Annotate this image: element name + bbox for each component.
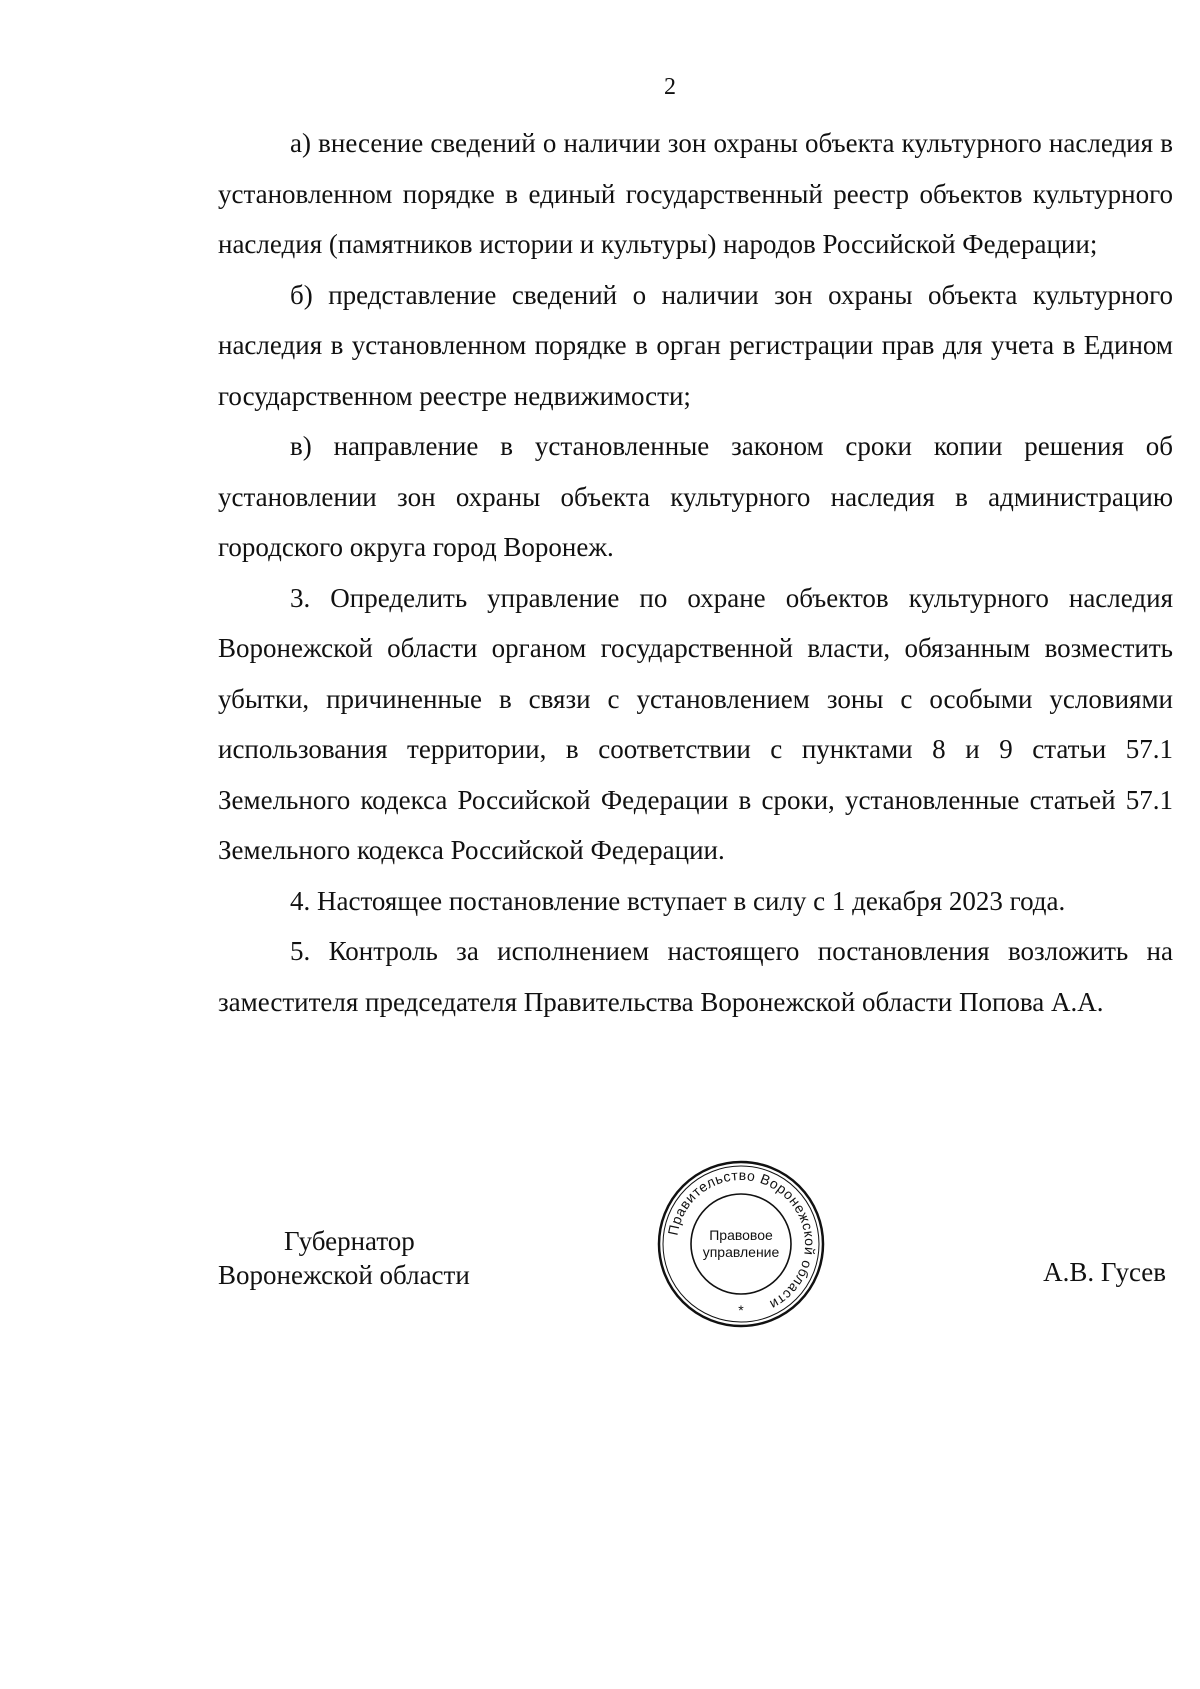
paragraph-5: 5. Контроль за исполнением настоящего постановления возложить на заместителя председателя Правительства Воронежской области Попова А.А. — [218, 936, 1173, 1017]
seal-center-line1: Правовое — [709, 1227, 773, 1243]
paragraph-3: 3. Определить управление по охране объектов культурного наследия Воронежской области органом государственной власти, обязанным возместить убытки, причиненные в связи с установлением зоны с особыми условиями использования территории, в соответствии с пунктами 8 и 9 статьи 57.1 Земельного кодекса Российской Федерации в сроки, установленные статьей 57.1 Земельного кодекса Российской Федерации. — [218, 582, 1173, 865]
signatory-name: А.В. Гусев — [1043, 1257, 1166, 1287]
seal-center-line2: управление — [702, 1244, 780, 1260]
seal-star: * — [738, 1302, 744, 1318]
seal-ring-text: Правительство Воронежской области — [664, 1166, 819, 1314]
page-number: 2 — [664, 74, 676, 100]
signature-block — [218, 1224, 470, 1292]
official-seal-stamp — [655, 1158, 827, 1330]
paragraph-a: а) внесение сведений о наличии зон охраны объекта культурного наследия в установленном порядке в единый государственный реестр объектов культурного наследия (памятников истории и культуры) народов Российской Федерации; — [218, 128, 1173, 259]
document-body — [218, 118, 1173, 1027]
paragraph-b: б) представление сведений о наличии зон охраны объекта культурного наследия в установленном порядке в орган регистрации прав для учета в Едином государственном реестре недвижимости; — [218, 279, 1173, 411]
signatory-region: Воронежской области — [218, 1260, 470, 1290]
signatory-title: Губернатор — [284, 1226, 415, 1256]
paragraph-v: в) направление в установленные законом сроки копии решения об установлении зон охраны объекта культурного наследия в администрацию городского округа город Воронеж. — [218, 431, 1173, 562]
paragraph-4: 4. Настоящее постановление вступает в силу с 1 декабря 2023 года. — [290, 885, 1066, 916]
